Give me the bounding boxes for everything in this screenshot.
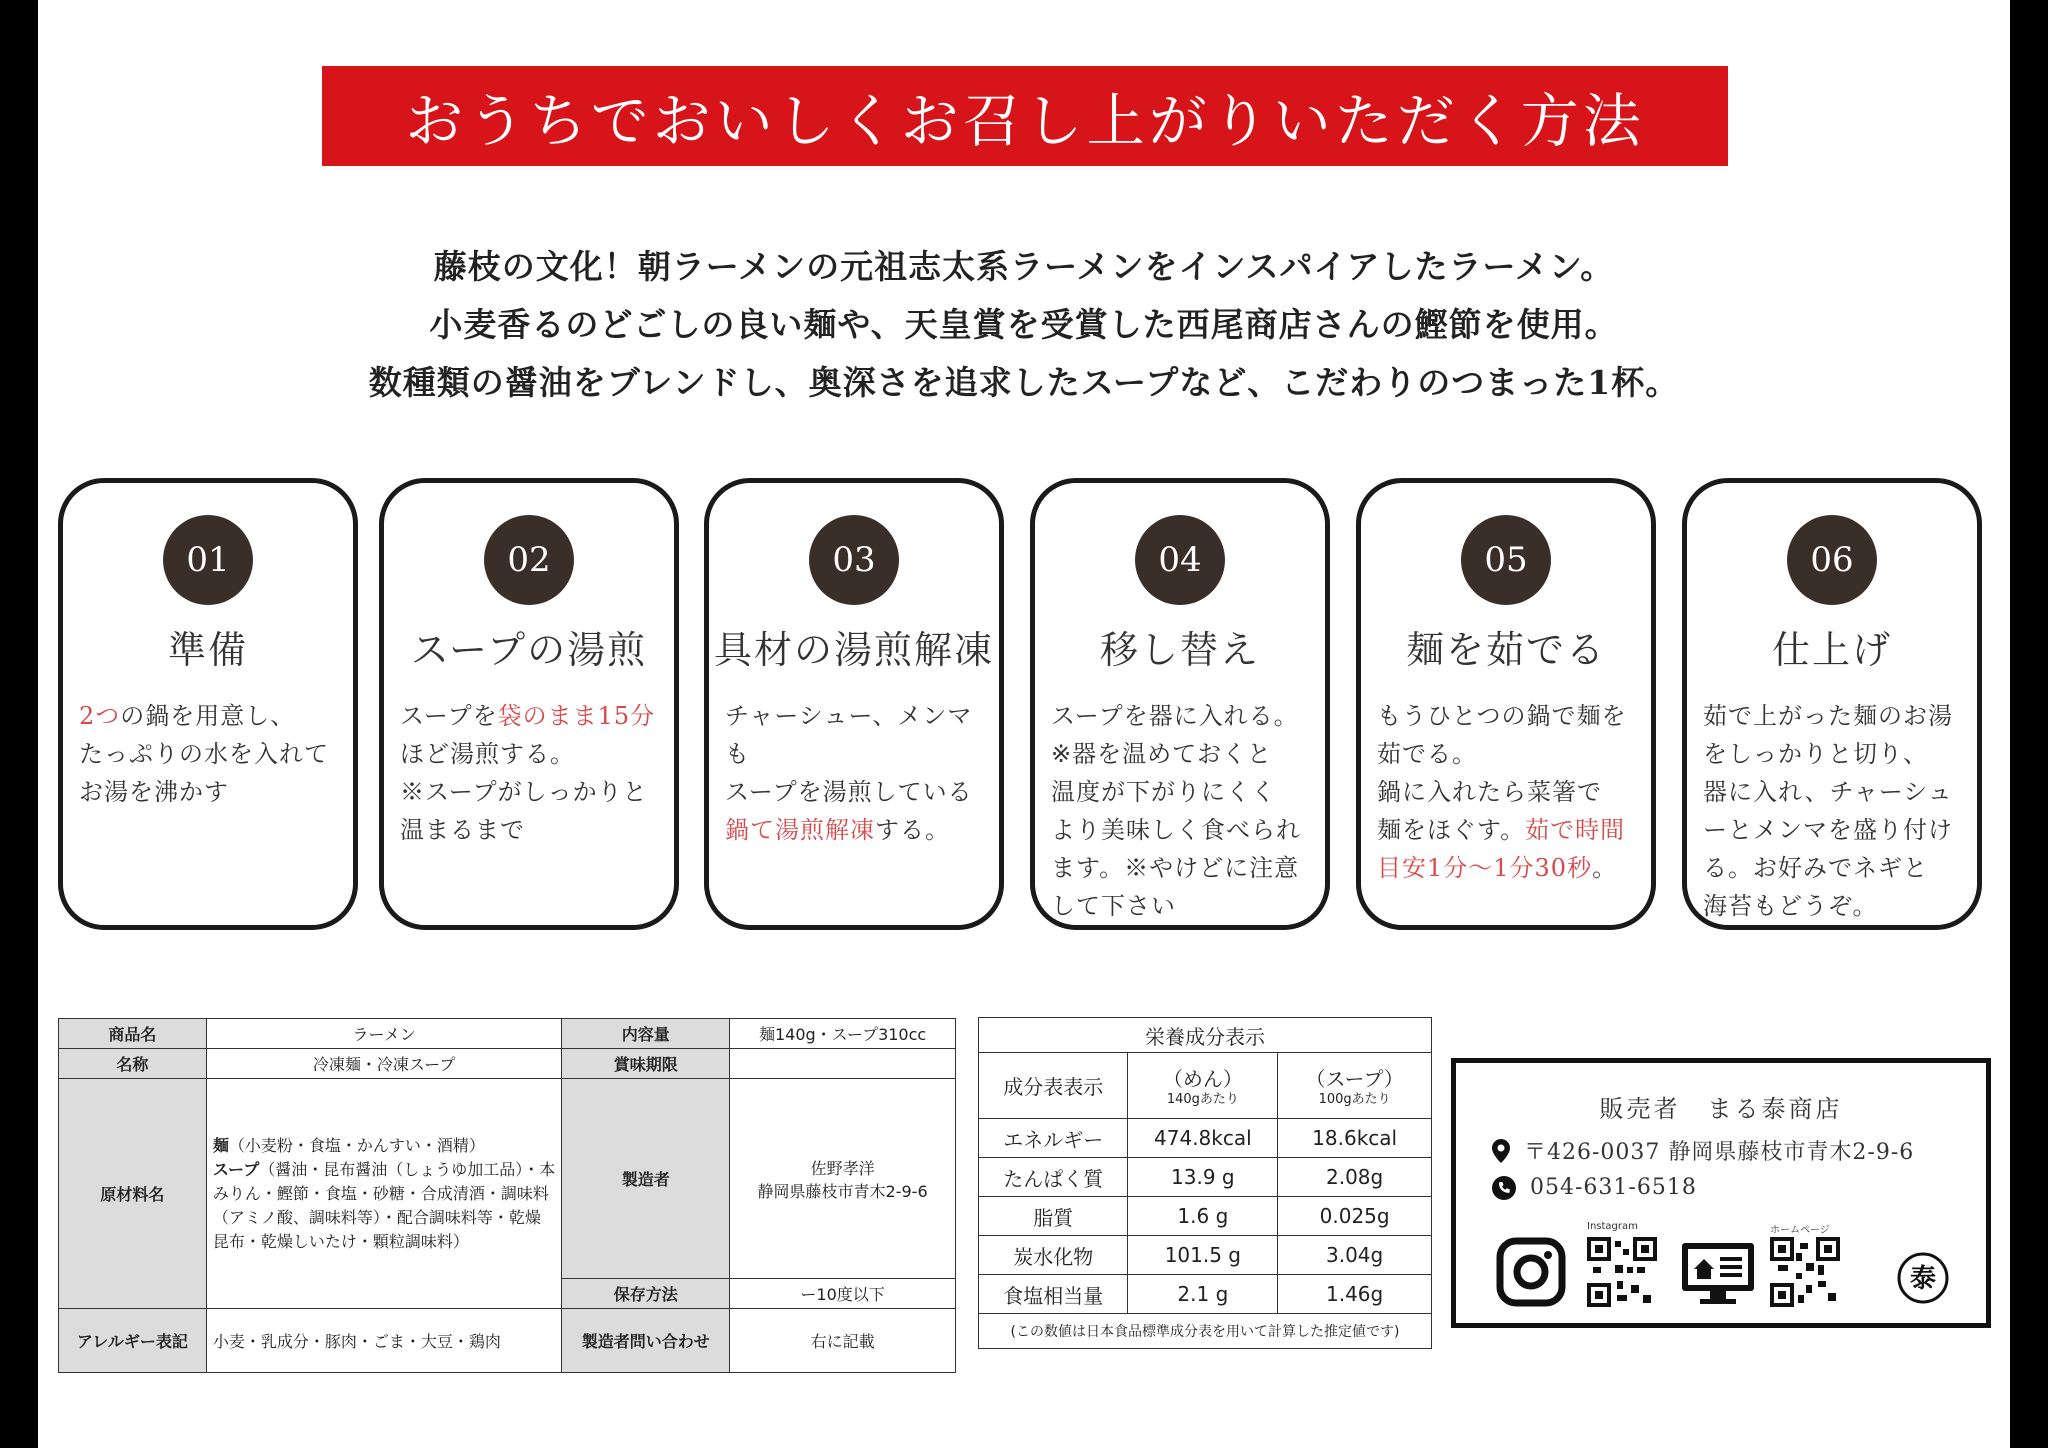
step-body-text: チャーシュー、メンマも スープを湯煎している: [725, 702, 973, 806]
nutrition-row: [979, 1197, 1432, 1236]
intro-line-3: 数種類の醤油をブレンドし、奥深さを追求したスープなど、こだわりのつまった1杯。: [368, 363, 1680, 402]
step-card: [379, 478, 679, 930]
step-card: [704, 478, 1004, 930]
left-border-bar: [0, 0, 38, 1448]
nutrition-row-soup: 2.08g: [1278, 1158, 1432, 1197]
maker-label: 製造者: [562, 1079, 730, 1279]
allergy-label: アレルギー表記: [59, 1309, 207, 1373]
step-body-text: 。: [1592, 854, 1618, 882]
step-body-text: スープを器に入れる。 ※器を温めておくと 温度が下がりにくく より美味しく食べられ ます。※やけどに注意 して下さい: [1051, 702, 1301, 920]
nutrition-table: [978, 1017, 1432, 1349]
seller-address-line: [1492, 1135, 1914, 1166]
product-name-value: ラーメン: [206, 1019, 562, 1049]
nutrition-row-noodle: 474.8kcal: [1128, 1119, 1278, 1158]
nutrition-row-label: 食塩相当量: [979, 1275, 1128, 1314]
intro-line-1: 藤枝の文化！朝ラーメンの元祖志太系ラーメンをインスパイアしたラーメン。: [433, 247, 1615, 286]
nutrition-col-soup: [1278, 1053, 1432, 1119]
maker-value: [730, 1079, 956, 1279]
step-title: 準備: [167, 628, 248, 672]
inquiry-value: 右に記載: [730, 1309, 956, 1373]
nutrition-row-soup: 18.6kcal: [1278, 1119, 1432, 1158]
step-body-text: する。: [875, 816, 950, 844]
nutrition-row-label: 脂質: [979, 1197, 1128, 1236]
nutrition-row-noodle: 101.5 g: [1128, 1236, 1278, 1275]
step-title: 移し替え: [1099, 628, 1260, 672]
nutrition-col-label: 成分表表示: [979, 1053, 1128, 1119]
allergy-value: 小麦・乳成分・豚肉・ごま・大豆・鶏肉: [206, 1309, 562, 1373]
maker-name: 佐野孝洋: [810, 1158, 875, 1178]
expiry-value: [730, 1049, 956, 1079]
step-body: [725, 697, 987, 849]
ingredient-soup-head: スープ: [212, 1159, 260, 1179]
step-title: 仕上げ: [1771, 628, 1892, 672]
nutrition-col-soup-sub: 100gあたり: [1318, 1092, 1391, 1107]
step-number: 04: [1135, 515, 1225, 605]
content-value: 麺140g・スープ310cc: [730, 1019, 956, 1049]
step-body-highlight: 茹で時間 目安1分〜1分30秒: [1377, 816, 1626, 882]
nutrition-col-noodle-title: （めん）: [1162, 1067, 1243, 1091]
homepage-label: ホームページ: [1770, 1225, 1830, 1236]
computer-homepage-icon[interactable]: [1680, 1241, 1756, 1307]
ingredient-noodle-head: 麺: [212, 1135, 229, 1155]
step-body: [1377, 697, 1639, 887]
step-number: 01: [163, 515, 253, 605]
nutrition-row-noodle: 13.9 g: [1128, 1158, 1278, 1197]
product-info-table: [58, 1018, 956, 1373]
step-body-highlight: 鍋て湯煎解凍: [725, 816, 875, 844]
seller-name: 販売者 まる泰商店: [1599, 1095, 1843, 1123]
seller-address: 〒426-0037 静岡県藤枝市青木2-9-6: [1524, 1140, 1915, 1165]
nutrition-row: [979, 1158, 1432, 1197]
step-body: [79, 697, 341, 811]
instagram-label: Instagram: [1587, 1221, 1638, 1232]
nutrition-row-soup: 0.025g: [1278, 1197, 1432, 1236]
nutrition-col-noodle-sub: 140gあたり: [1166, 1092, 1239, 1107]
step-card: [1030, 478, 1330, 930]
step-number: 05: [1461, 515, 1551, 605]
nutrition-row-noodle: 1.6 g: [1128, 1197, 1278, 1236]
step-title: 麺を茹でる: [1405, 628, 1606, 672]
steps-list: [58, 478, 1992, 936]
step-body: [400, 697, 662, 849]
qr-code-icon[interactable]: [1770, 1237, 1840, 1307]
step-card: [1682, 478, 1982, 930]
nutrition-row-label: エネルギー: [979, 1119, 1128, 1158]
shop-logo: [1896, 1251, 1950, 1305]
seller-phone: 054-631-6518: [1530, 1175, 1697, 1200]
step-body-text: もうひとつの鍋で麺を 茹でる。 鍋に入れたら菜箸で 麺をほぐす。: [1377, 702, 1627, 844]
name-value: 冷凍麺・冷凍スープ: [206, 1049, 562, 1079]
step-number: 02: [484, 515, 574, 605]
nutrition-row-label: 炭水化物: [979, 1236, 1128, 1275]
location-pin-icon: [1492, 1139, 1510, 1163]
instagram-icon[interactable]: [1496, 1237, 1566, 1307]
ingredient-soup: （醤油・昆布醤油（しょうゆ加工品）・本みりん・鰹節・食塩・砂糖・合成清酒・調味料（アミノ酸、調味料等）・配合調味料等・乾燥昆布・乾燥しいたけ・顆粒調味料）: [212, 1159, 556, 1251]
qr-code-icon[interactable]: [1587, 1237, 1657, 1307]
step-body-text: ほど湯煎する。 ※スープがしっかりと 温まるまで: [400, 740, 648, 844]
step-card: [58, 478, 358, 930]
nutrition-row: [979, 1275, 1432, 1314]
nutrition-row-soup: 3.04g: [1278, 1236, 1432, 1275]
page-title-banner: [322, 66, 1728, 166]
ingredient-noodle: （小麦粉・食塩・かんすい・酒精）: [228, 1135, 485, 1155]
nutrition-col-noodle: [1128, 1053, 1278, 1119]
nutrition-title: 栄養成分表示: [979, 1018, 1432, 1053]
product-name-label: 商品名: [59, 1019, 207, 1049]
step-title: 具材の湯煎解凍: [713, 628, 994, 672]
step-body: [1703, 697, 1965, 925]
step-body-highlight: 2つ: [79, 702, 121, 730]
nutrition-row: [979, 1119, 1432, 1158]
nutrition-row-label: たんぱく質: [979, 1158, 1128, 1197]
page-title: おうちでおいしくお召し上がりいただく方法: [405, 87, 1645, 155]
step-number: 06: [1787, 515, 1877, 605]
step-body-text: スープを: [400, 702, 498, 730]
phone-icon: [1492, 1176, 1516, 1200]
seller-phone-line: [1492, 1175, 1697, 1200]
step-body: [1051, 697, 1313, 925]
storage-label: 保存方法: [562, 1279, 730, 1309]
name-label: 名称: [59, 1049, 207, 1079]
ingredients-value: [206, 1079, 562, 1309]
intro-line-2: 小麦香るのどごしの良い麺や、天皇賞を受賞した西尾商店さんの鰹節を使用。: [429, 305, 1619, 344]
nutrition-row-soup: 1.46g: [1278, 1275, 1432, 1314]
step-body-text: の鍋を用意し、 たっぷりの水を入れて お湯を沸かす: [79, 702, 329, 806]
content-label: 内容量: [562, 1019, 730, 1049]
step-body-text: 茹で上がった麺のお湯 をしっかりと切り、 器に入れ、チャーシュ ーとメンマを盛り付け る。お好みでネギと 海苔もどうぞ。: [1703, 702, 1953, 920]
nutrition-col-soup-title: （スープ）: [1305, 1067, 1404, 1091]
step-title: スープの湯煎: [410, 628, 648, 672]
expiry-label: 賞味期限: [562, 1049, 730, 1079]
maker-address: 静岡県藤枝市青木2-9-6: [757, 1181, 928, 1201]
ingredients-label: 原材料名: [59, 1079, 207, 1309]
storage-value: ー10度以下: [730, 1279, 956, 1309]
right-border-bar: [2010, 0, 2048, 1448]
intro-text: [38, 238, 2010, 412]
inquiry-label: 製造者問い合わせ: [562, 1309, 730, 1373]
step-number: 03: [809, 515, 899, 605]
nutrition-note: (この数値は日本食品標準成分表を用いて計算した推定値です): [979, 1314, 1432, 1349]
step-card: [1356, 478, 1656, 930]
nutrition-row-noodle: 2.1 g: [1128, 1275, 1278, 1314]
shop-logo-char: 泰: [1909, 1264, 1937, 1294]
step-body-highlight: 袋のまま15分: [497, 702, 656, 730]
nutrition-row: [979, 1236, 1432, 1275]
seller-box: [1451, 1058, 1991, 1328]
